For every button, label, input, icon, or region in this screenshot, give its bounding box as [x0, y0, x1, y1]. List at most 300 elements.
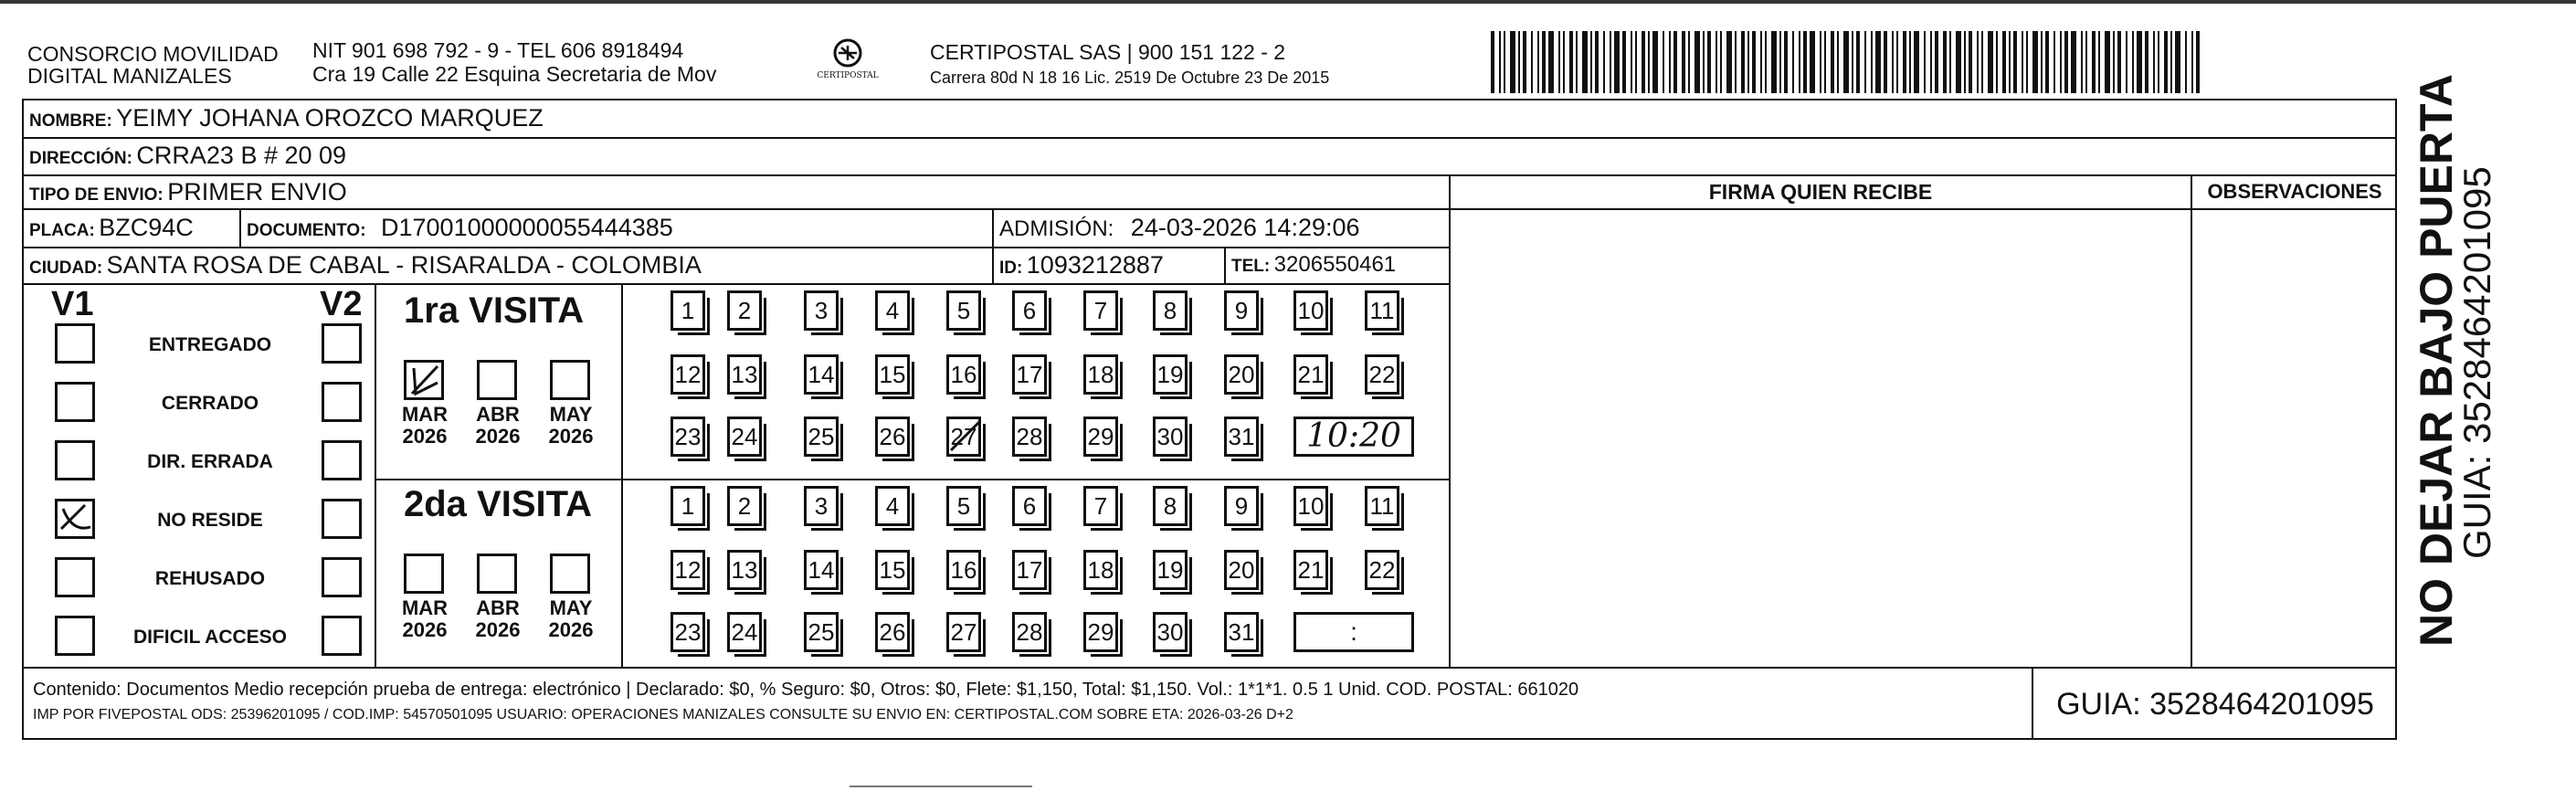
- barcode-bar: [2092, 31, 2096, 93]
- status-divider: [375, 283, 376, 667]
- barcode-bar: [2145, 31, 2148, 93]
- placa-cell: [29, 213, 194, 247]
- status-option-label: NO RESIDE: [157, 510, 263, 531]
- barcode-bar: [2191, 31, 2193, 93]
- second-visit-day-box[interactable]: [804, 550, 839, 590]
- placa-label: PLACA:: [29, 221, 95, 240]
- second-visit-day-number: 1: [681, 492, 695, 520]
- status-option-label: DIFICIL ACCESO: [132, 627, 287, 648]
- first-visit-day-box[interactable]: [1224, 417, 1259, 457]
- barcode-bar: [1563, 31, 1565, 93]
- first-visit-month-checkbox[interactable]: [550, 360, 590, 400]
- second-visit-day-number: 13: [731, 556, 758, 584]
- documento-label: DOCUMENTO:: [247, 221, 366, 240]
- second-visit-day-number: 29: [1087, 618, 1114, 646]
- top-scan-edge: [0, 0, 2576, 4]
- ciudad-cell: [29, 250, 702, 284]
- first-visit-day-number: 21: [1297, 361, 1325, 388]
- first-visit-day-number: 3: [814, 297, 829, 324]
- second-visit-month-year: 2026: [475, 618, 521, 641]
- bottom-cut-line: [850, 786, 1032, 787]
- row-divider: [22, 174, 2397, 176]
- v1-checkbox[interactable]: [55, 616, 95, 656]
- second-visit-day-number: 30: [1156, 618, 1184, 646]
- documento-cell: [247, 213, 673, 247]
- first-visit-day-box[interactable]: [946, 417, 981, 457]
- first-visit-day-box[interactable]: [727, 417, 762, 457]
- barcode-bar: [1720, 31, 1722, 93]
- first-visit-day-box[interactable]: [727, 354, 762, 395]
- visit-divider: [375, 479, 1449, 480]
- second-visit-day-box[interactable]: [670, 550, 705, 590]
- second-visit-day-number: 3: [814, 492, 829, 520]
- second-visit-day-number: 4: [885, 492, 900, 520]
- barcode-bar: [1884, 31, 1887, 93]
- first-visit-day-box[interactable]: [1293, 290, 1328, 331]
- vertical-guia: GUIA: 3528464201095: [2455, 166, 2498, 559]
- ciudad-label: CIUDAD:: [29, 258, 103, 278]
- tipo-row: [29, 177, 347, 211]
- barcode-bar: [1892, 31, 1894, 93]
- barcode-bar: [1896, 31, 1898, 93]
- second-visit-day-box[interactable]: [1224, 486, 1259, 526]
- v2-checkbox[interactable]: [322, 557, 362, 597]
- second-visit-day-box[interactable]: [1012, 612, 1047, 652]
- barcode-bar: [1824, 31, 1826, 93]
- first-visit-day-box[interactable]: [875, 290, 910, 331]
- v2-label: V2: [320, 285, 363, 323]
- barcode-bar: [1810, 31, 1815, 93]
- first-visit-day-number: 31: [1228, 423, 1255, 450]
- barcode-bar: [1871, 31, 1873, 93]
- second-visit-day-number: 10: [1297, 492, 1325, 520]
- barcode-bar: [1831, 31, 1834, 93]
- courier-line2: Carrera 80d N 18 16 Lic. 2519 De Octubre 23 De 2015: [930, 69, 1330, 87]
- barcode-bar: [1510, 31, 1515, 93]
- second-visit-day-box[interactable]: [1012, 550, 1047, 590]
- second-visit-day-number: 28: [1016, 618, 1043, 646]
- first-visit-time-box[interactable]: [1293, 417, 1414, 457]
- barcode-bar: [1582, 31, 1588, 93]
- barcode-bar: [2117, 31, 2121, 93]
- second-visit-day-number: 8: [1163, 492, 1177, 520]
- barcode-bar: [2022, 31, 2023, 93]
- second-visit-day-box[interactable]: [1365, 486, 1399, 526]
- barcode-bar: [2175, 31, 2180, 93]
- v2-checkbox[interactable]: [322, 323, 362, 364]
- second-visit-month-name: MAY: [549, 596, 593, 619]
- barcode-bar: [1943, 31, 1947, 93]
- first-visit-day-box[interactable]: [1153, 290, 1188, 331]
- first-visit-day-box[interactable]: [1293, 354, 1328, 395]
- barcode-bar: [1716, 31, 1717, 93]
- second-visit-day-number: 27: [950, 618, 977, 646]
- barcode-bar: [1542, 31, 1546, 93]
- first-visit-month-year: 2026: [475, 425, 521, 448]
- barcode-bar: [2081, 31, 2083, 93]
- barcode-bar: [2153, 31, 2155, 93]
- second-visit-day-box[interactable]: [946, 612, 981, 652]
- second-visit-time-value: :: [1350, 617, 1357, 646]
- admision-value: 24-03-2026 14:29:06: [1130, 214, 1360, 241]
- first-visit-day-number: 6: [1022, 297, 1037, 324]
- barcode-bar: [1673, 31, 1677, 93]
- second-visit-day-box[interactable]: [1365, 550, 1399, 590]
- cell-divider: [992, 208, 994, 283]
- first-visit-day-box[interactable]: [727, 290, 762, 331]
- barcode-bar: [1784, 31, 1788, 93]
- barcode-bar: [1603, 31, 1605, 93]
- barcode-bar: [2170, 31, 2172, 93]
- first-visit-day-number: 19: [1156, 361, 1184, 388]
- barcode-bar: [1747, 31, 1749, 93]
- first-visit-day-number: 15: [879, 361, 906, 388]
- barcode-bar: [1622, 31, 1626, 93]
- barcode-bar: [1956, 31, 1961, 93]
- barcode-bar: [1652, 31, 1658, 93]
- second-visit-day-number: 9: [1234, 492, 1249, 520]
- barcode-bar: [1771, 31, 1777, 93]
- ciudad-value: SANTA ROSA DE CABAL - RISARALDA - COLOMBIA: [106, 251, 702, 279]
- barcode-bar: [1688, 31, 1690, 93]
- barcode-bar: [1569, 31, 1573, 93]
- second-visit-day-number: 5: [956, 492, 971, 520]
- footer-guia: GUIA: 3528464201095: [2056, 687, 2374, 722]
- status-option-label: REHUSADO: [154, 568, 266, 589]
- barcode-bar: [2045, 31, 2049, 93]
- barcode-bar: [2071, 31, 2076, 93]
- id-value: 1093212887: [1026, 251, 1164, 279]
- barcode-bar: [2032, 31, 2038, 93]
- barcode-bar: [2126, 31, 2127, 93]
- tipo-value: PRIMER ENVIO: [167, 178, 347, 206]
- first-visit-day-box[interactable]: [804, 290, 839, 331]
- first-visit-day-box[interactable]: [1012, 417, 1047, 457]
- barcode-bar: [2098, 31, 2100, 93]
- check-mark-icon: [947, 417, 984, 454]
- first-visit-title: 1ra VISITA: [404, 290, 585, 331]
- footer-print-line: IMP POR FIVEPOSTAL ODS: 25396201095 / COD.IMP: 54570501095 USUARIO: OPERACIONES MANIZALES CONSULTE SU ENVIO EN: CERTIPOSTAL.COM SOBRE ETA: 2026-03-26 D+2: [33, 707, 1293, 722]
- second-visit-month-name: ABR: [476, 596, 520, 619]
- observaciones-label: OBSERVACIONES: [2207, 180, 2382, 203]
- first-visit-day-box[interactable]: [875, 354, 910, 395]
- vertical-warning: NO DEJAR BAJO PUERTA: [2411, 74, 2462, 647]
- barcode-bar: [1924, 31, 1926, 93]
- second-visit-day-box[interactable]: [1293, 550, 1328, 590]
- second-visit-day-number: 16: [950, 556, 977, 584]
- first-visit-day-box[interactable]: [1224, 354, 1259, 395]
- second-visit-month-year: 2026: [548, 618, 594, 641]
- certipostal-logo-icon: [811, 37, 884, 91]
- first-visit-day-box[interactable]: [1083, 417, 1118, 457]
- first-visit-day-number: 24: [731, 423, 758, 450]
- direccion-label: DIRECCIÓN:: [29, 149, 132, 168]
- first-visit-day-box[interactable]: [875, 417, 910, 457]
- second-visit-month-name: MAR: [401, 596, 449, 619]
- second-visit-day-box[interactable]: [670, 486, 705, 526]
- second-visit-day-box[interactable]: [875, 486, 910, 526]
- barcode-bar: [1820, 31, 1821, 93]
- barcode-bar: [2185, 31, 2187, 93]
- second-visit-day-box[interactable]: [875, 612, 910, 652]
- second-visit-day-box[interactable]: [727, 550, 762, 590]
- first-visit-day-box[interactable]: [804, 354, 839, 395]
- barcode-bar: [1996, 31, 1998, 93]
- second-visit-day-number: 23: [674, 618, 702, 646]
- barcode-bar: [1504, 31, 1505, 93]
- barcode-bar: [1531, 31, 1533, 93]
- v2-checkbox[interactable]: [322, 382, 362, 422]
- barcode-bar: [2105, 31, 2110, 93]
- second-visit-month-checkbox[interactable]: [404, 554, 444, 594]
- second-visit-month-checkbox[interactable]: [477, 554, 517, 594]
- barcode-bar: [1988, 31, 1993, 93]
- first-visit-day-number: 30: [1156, 423, 1184, 450]
- first-visit-day-box[interactable]: [670, 354, 705, 395]
- second-visit-title: 2da VISITA: [404, 484, 592, 524]
- first-visit-day-box[interactable]: [670, 417, 705, 457]
- second-visit-day-box[interactable]: [670, 612, 705, 652]
- v1-checkbox[interactable]: [55, 323, 95, 364]
- months-divider: [621, 283, 623, 667]
- second-visit-day-number: 24: [731, 618, 758, 646]
- firma-header-divider: [1449, 208, 2397, 210]
- v1-checkbox[interactable]: [55, 499, 95, 539]
- barcode-bar: [1981, 31, 1983, 93]
- first-visit-day-number: 11: [1369, 297, 1395, 324]
- first-visit-day-box[interactable]: [1153, 417, 1188, 457]
- second-visit-day-box[interactable]: [727, 612, 762, 652]
- first-visit-month-name: MAY: [549, 403, 593, 426]
- barcode-bar: [2013, 31, 2017, 93]
- nombre-value: YEIMY JOHANA OROZCO MARQUEZ: [116, 104, 544, 132]
- barcode-bar: [1779, 31, 1781, 93]
- second-visit-day-box[interactable]: [1153, 612, 1188, 652]
- second-visit-day-box[interactable]: [946, 486, 981, 526]
- barcode-bar: [1631, 31, 1632, 93]
- barcode-bar: [2002, 31, 2006, 93]
- v1-checkbox[interactable]: [55, 382, 95, 422]
- first-visit-day-number: 8: [1163, 297, 1177, 324]
- barcode-bar: [1648, 31, 1650, 93]
- barcode-bar: [2064, 31, 2068, 93]
- second-visit-day-box[interactable]: [1153, 486, 1188, 526]
- first-visit-month-checkbox[interactable]: [404, 360, 444, 400]
- status-option-label: ENTREGADO: [148, 334, 272, 355]
- second-visit-day-number: 15: [879, 556, 906, 584]
- second-visit-day-number: 20: [1228, 556, 1255, 584]
- second-visit-day-box[interactable]: [1293, 486, 1328, 526]
- barcode-bar: [2009, 31, 2011, 93]
- second-visit-day-box[interactable]: [1153, 550, 1188, 590]
- first-visit-day-box[interactable]: [1224, 290, 1259, 331]
- first-visit-day-number: 23: [674, 423, 702, 450]
- second-visit-day-number: 26: [879, 618, 906, 646]
- barcode-bar: [1523, 31, 1526, 93]
- barcode-bar: [2137, 31, 2142, 93]
- second-visit-day-box[interactable]: [946, 550, 981, 590]
- first-visit-day-box[interactable]: [1365, 290, 1399, 331]
- barcode-bar: [1614, 31, 1620, 93]
- second-visit-day-number: 25: [808, 618, 835, 646]
- footer-divider: [22, 667, 2397, 669]
- second-visit-day-number: 6: [1022, 492, 1037, 520]
- first-visit-day-number: 25: [808, 423, 835, 450]
- second-visit-time-box[interactable]: [1293, 612, 1414, 652]
- barcode-bar: [1491, 31, 1494, 93]
- first-visit-day-number: 20: [1228, 361, 1255, 388]
- address-line: Cra 19 Calle 22 Esquina Secretaria de Mov: [312, 62, 717, 86]
- first-visit-day-number: 4: [885, 297, 900, 324]
- first-visit-day-number: 18: [1087, 361, 1114, 388]
- v2-checkbox[interactable]: [322, 440, 362, 480]
- barcode-bar: [2026, 31, 2028, 93]
- v2-checkbox[interactable]: [322, 616, 362, 656]
- second-visit-day-number: 2: [737, 492, 752, 520]
- tel-value: 3206550461: [1273, 252, 1397, 277]
- barcode-bar: [1707, 31, 1711, 93]
- first-visit-day-number: 29: [1087, 423, 1114, 450]
- barcode-bar: [1765, 31, 1767, 93]
- tel-label: TEL:: [1231, 257, 1271, 276]
- second-visit-day-box[interactable]: [1224, 550, 1259, 590]
- barcode-bar: [1735, 31, 1737, 93]
- second-visit-day-number: 18: [1087, 556, 1114, 584]
- nombre-row: [29, 103, 544, 137]
- second-visit-month-checkbox[interactable]: [550, 554, 590, 594]
- first-visit-day-box[interactable]: [1153, 354, 1188, 395]
- company-name-line2: DIGITAL MANIZALES: [27, 64, 232, 88]
- company-name-line1: CONSORCIO MOVILIDAD: [27, 42, 279, 66]
- second-visit-day-number: 17: [1016, 556, 1043, 584]
- barcode-bar: [2085, 31, 2087, 93]
- first-visit-time-value: 10:20: [1306, 417, 1401, 455]
- second-visit-day-box[interactable]: [1083, 486, 1118, 526]
- second-visit-day-number: 22: [1368, 556, 1396, 584]
- barcode-bar: [1726, 31, 1732, 93]
- status-option-label: DIR. ERRADA: [147, 451, 273, 472]
- first-visit-day-number: 10: [1297, 297, 1325, 324]
- admision-label: ADMISIÓN:: [999, 216, 1114, 241]
- v2-checkbox[interactable]: [322, 499, 362, 539]
- barcode-bar: [1703, 31, 1705, 93]
- admision-cell: [999, 213, 1360, 247]
- first-visit-day-box[interactable]: [1012, 290, 1047, 331]
- id-label: ID:: [999, 258, 1023, 278]
- barcode-bar: [1792, 31, 1794, 93]
- second-visit-day-box[interactable]: [804, 486, 839, 526]
- tipo-label: TIPO DE ENVIO:: [29, 185, 164, 205]
- barcode-bar: [1843, 31, 1849, 93]
- first-visit-day-number: 26: [879, 423, 906, 450]
- barcode-bar: [1694, 31, 1700, 93]
- first-visit-month-name: MAR: [401, 403, 449, 426]
- second-visit-day-box[interactable]: [1012, 486, 1047, 526]
- barcode-bar: [1548, 31, 1554, 93]
- barcode-bar: [1752, 31, 1756, 93]
- barcode-bar: [2060, 31, 2062, 93]
- first-visit-day-box[interactable]: [946, 354, 981, 395]
- barcode-bar: [1914, 31, 1919, 93]
- barcode-bar: [1935, 31, 1938, 93]
- first-visit-day-number: 22: [1368, 361, 1396, 388]
- barcode-bar: [2053, 31, 2055, 93]
- cell-divider: [239, 208, 241, 247]
- second-visit-day-box[interactable]: [875, 550, 910, 590]
- first-visit-day-box[interactable]: [670, 290, 705, 331]
- first-visit-day-box[interactable]: [1365, 354, 1399, 395]
- v1-checkbox[interactable]: [55, 557, 95, 597]
- barcode-bar: [2041, 31, 2043, 93]
- footer-content-line: Contenido: Documentos Medio recepción prueba de entrega: electrónico | Declarado: $0, % Seguro: $0, Otros: $0, Flete: $1,150, Total: $1,150. Vol.: 1*1*1. 0.5 1 Unid. COD. POSTAL: 661020: [33, 680, 1579, 700]
- check-mark-icon: [406, 363, 443, 399]
- observaciones-left-border: [2191, 174, 2192, 667]
- second-visit-day-number: 31: [1228, 618, 1255, 646]
- barcode-bar: [2158, 31, 2159, 93]
- second-visit-day-box[interactable]: [1224, 612, 1259, 652]
- barcode-bar: [1518, 31, 1520, 93]
- second-visit-day-box[interactable]: [1083, 550, 1118, 590]
- barcode-bar: [1856, 31, 1860, 93]
- direccion-value: CRRA23 B # 20 09: [136, 142, 347, 169]
- first-visit-day-box[interactable]: [804, 417, 839, 457]
- barcode-bar: [2196, 31, 2200, 93]
- barcode-bar: [2164, 31, 2168, 93]
- first-visit-month-checkbox[interactable]: [477, 360, 517, 400]
- v1-checkbox[interactable]: [55, 440, 95, 480]
- row-divider: [22, 247, 1449, 248]
- first-visit-day-number: 16: [950, 361, 977, 388]
- first-visit-day-number: 27: [950, 423, 977, 450]
- barcode-bar: [1930, 31, 1932, 93]
- barcode-bar: [1760, 31, 1762, 93]
- barcode-bar: [1837, 31, 1839, 93]
- barcode-bar: [2132, 31, 2134, 93]
- first-visit-month-year: 2026: [402, 425, 448, 448]
- barcode-bar: [2113, 31, 2115, 93]
- first-visit-day-box[interactable]: [1083, 354, 1118, 395]
- second-visit-day-number: 19: [1156, 556, 1184, 584]
- first-visit-day-box[interactable]: [1083, 290, 1118, 331]
- documento-value: D17001000000055444385: [381, 214, 673, 241]
- check-mark-icon: [58, 501, 94, 538]
- logo-text: CERTIPOSTAL: [817, 71, 879, 80]
- id-cell: [999, 250, 1164, 284]
- barcode-bar: [1964, 31, 1966, 93]
- first-visit-day-box[interactable]: [1012, 354, 1047, 395]
- cell-divider: [1224, 247, 1226, 283]
- first-visit-day-box[interactable]: [946, 290, 981, 331]
- barcode-bar: [1875, 31, 1881, 93]
- first-visit-day-number: 12: [674, 361, 702, 388]
- second-visit-day-number: 21: [1297, 556, 1325, 584]
- second-visit-day-box[interactable]: [804, 612, 839, 652]
- barcode-bar: [1909, 31, 1911, 93]
- barcode-bar: [1864, 31, 1866, 93]
- v1-label: V1: [51, 285, 94, 323]
- row-divider: [22, 137, 2397, 139]
- tel-cell: [1231, 250, 1396, 282]
- second-visit-day-box[interactable]: [1083, 612, 1118, 652]
- first-visit-month-year: 2026: [548, 425, 594, 448]
- barcode-bar: [1663, 31, 1664, 93]
- direccion-row: [29, 141, 346, 174]
- second-visit-day-number: 12: [674, 556, 702, 584]
- first-visit-day-number: 13: [731, 361, 758, 388]
- second-visit-day-box[interactable]: [727, 486, 762, 526]
- barcode-bar: [1949, 31, 1951, 93]
- barcode-bar: [1635, 31, 1637, 93]
